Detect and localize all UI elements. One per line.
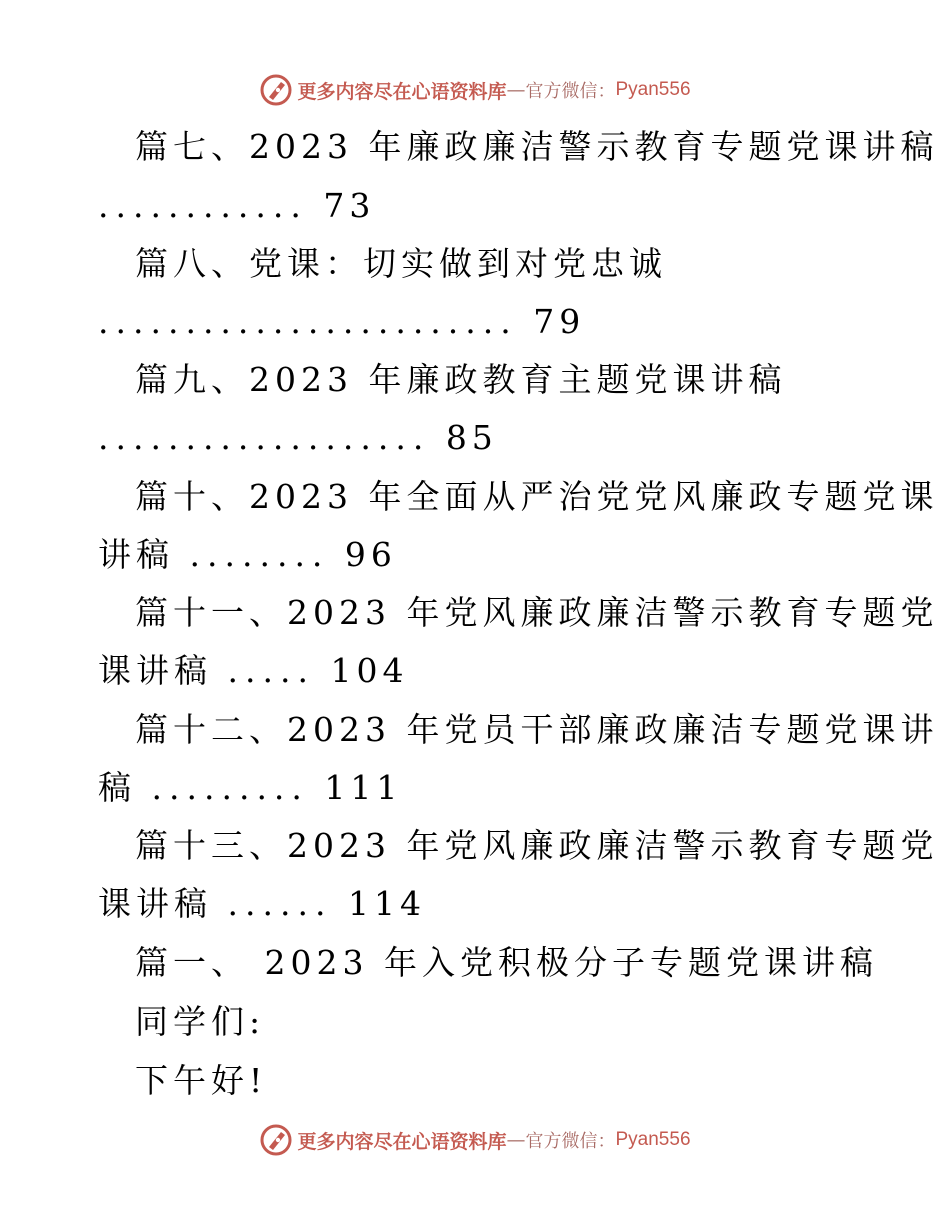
toc-entry-leader bbox=[98, 535, 397, 575]
toc-page-number: 104 bbox=[330, 651, 409, 690]
toc-title-continuation: 讲稿 bbox=[98, 535, 174, 574]
toc-entry-title[interactable]: 篇八、党课：切实做到对党忠诚 bbox=[135, 244, 667, 283]
footer-watermark bbox=[0, 1120, 950, 1160]
toc-entry-leader bbox=[98, 302, 585, 342]
header-watermark bbox=[0, 70, 950, 110]
banner-wechat-label: 官方微信： bbox=[525, 81, 616, 102]
toc-entry-title[interactable]: 篇九、2023 年廉政教育主题党课讲稿 bbox=[135, 360, 787, 399]
toc-page-number: 114 bbox=[347, 884, 426, 923]
toc-page-number: 85 bbox=[445, 418, 498, 457]
toc-dots: ...... bbox=[227, 884, 333, 923]
toc-title-continuation: 课讲稿 bbox=[98, 651, 212, 690]
toc-dots: ........................ bbox=[98, 302, 518, 341]
toc-entry-leader bbox=[98, 768, 402, 808]
banner-wechat-label: 官方微信： bbox=[525, 1131, 616, 1152]
toc-title-continuation: 课讲稿 bbox=[98, 884, 212, 923]
toc-entry-leader bbox=[98, 884, 426, 924]
toc-dots: ............ bbox=[98, 186, 308, 225]
toc-title-continuation: 稿 bbox=[98, 768, 136, 807]
toc-entry-title[interactable]: 篇十一、2023 年党风廉政廉洁警示教育专题党 bbox=[135, 593, 939, 632]
toc-page-number: 79 bbox=[533, 302, 586, 341]
toc-entry-leader bbox=[98, 651, 408, 691]
toc-dots: ......... bbox=[151, 768, 309, 807]
toc-dots: ................... bbox=[98, 418, 431, 457]
toc-entry-leader bbox=[98, 186, 375, 226]
toc-entry-leader bbox=[98, 418, 498, 458]
toc-entry-title[interactable]: 篇十、2023 年全面从严治党党风廉政专题党课 bbox=[135, 477, 939, 516]
toc-entry-title[interactable]: 篇十二、2023 年党员干部廉政廉洁专题党课讲 bbox=[135, 710, 939, 749]
banner-wechat-id: Pyan556 bbox=[615, 79, 691, 100]
salutation-text: 下午好! bbox=[135, 1061, 268, 1100]
toc-page-number: 73 bbox=[323, 186, 376, 225]
banner-brand: 更多内容尽在心语资料库 bbox=[297, 80, 507, 103]
banner-separator: — bbox=[506, 79, 526, 101]
toc-dots: ..... bbox=[227, 651, 315, 690]
toc-dots: ........ bbox=[189, 535, 330, 574]
banner-brand: 更多内容尽在心语资料库 bbox=[297, 1130, 507, 1153]
toc-page-number: 96 bbox=[344, 535, 397, 574]
banner-separator: — bbox=[506, 1129, 526, 1151]
section-heading: 篇一、 2023 年入党积极分子专题党课讲稿 bbox=[135, 943, 878, 982]
pen-circle-logo-icon bbox=[259, 73, 293, 107]
pen-circle-logo-icon bbox=[259, 1123, 293, 1157]
greeting-text: 同学们: bbox=[135, 1002, 266, 1041]
toc-page-number: 111 bbox=[324, 768, 403, 807]
banner-wechat-id: Pyan556 bbox=[615, 1129, 691, 1150]
toc-entry-title[interactable]: 篇七、2023 年廉政廉洁警示教育专题党课讲稿 bbox=[135, 127, 939, 166]
toc-entry-title[interactable]: 篇十三、2023 年党风廉政廉洁警示教育专题党 bbox=[135, 826, 939, 865]
